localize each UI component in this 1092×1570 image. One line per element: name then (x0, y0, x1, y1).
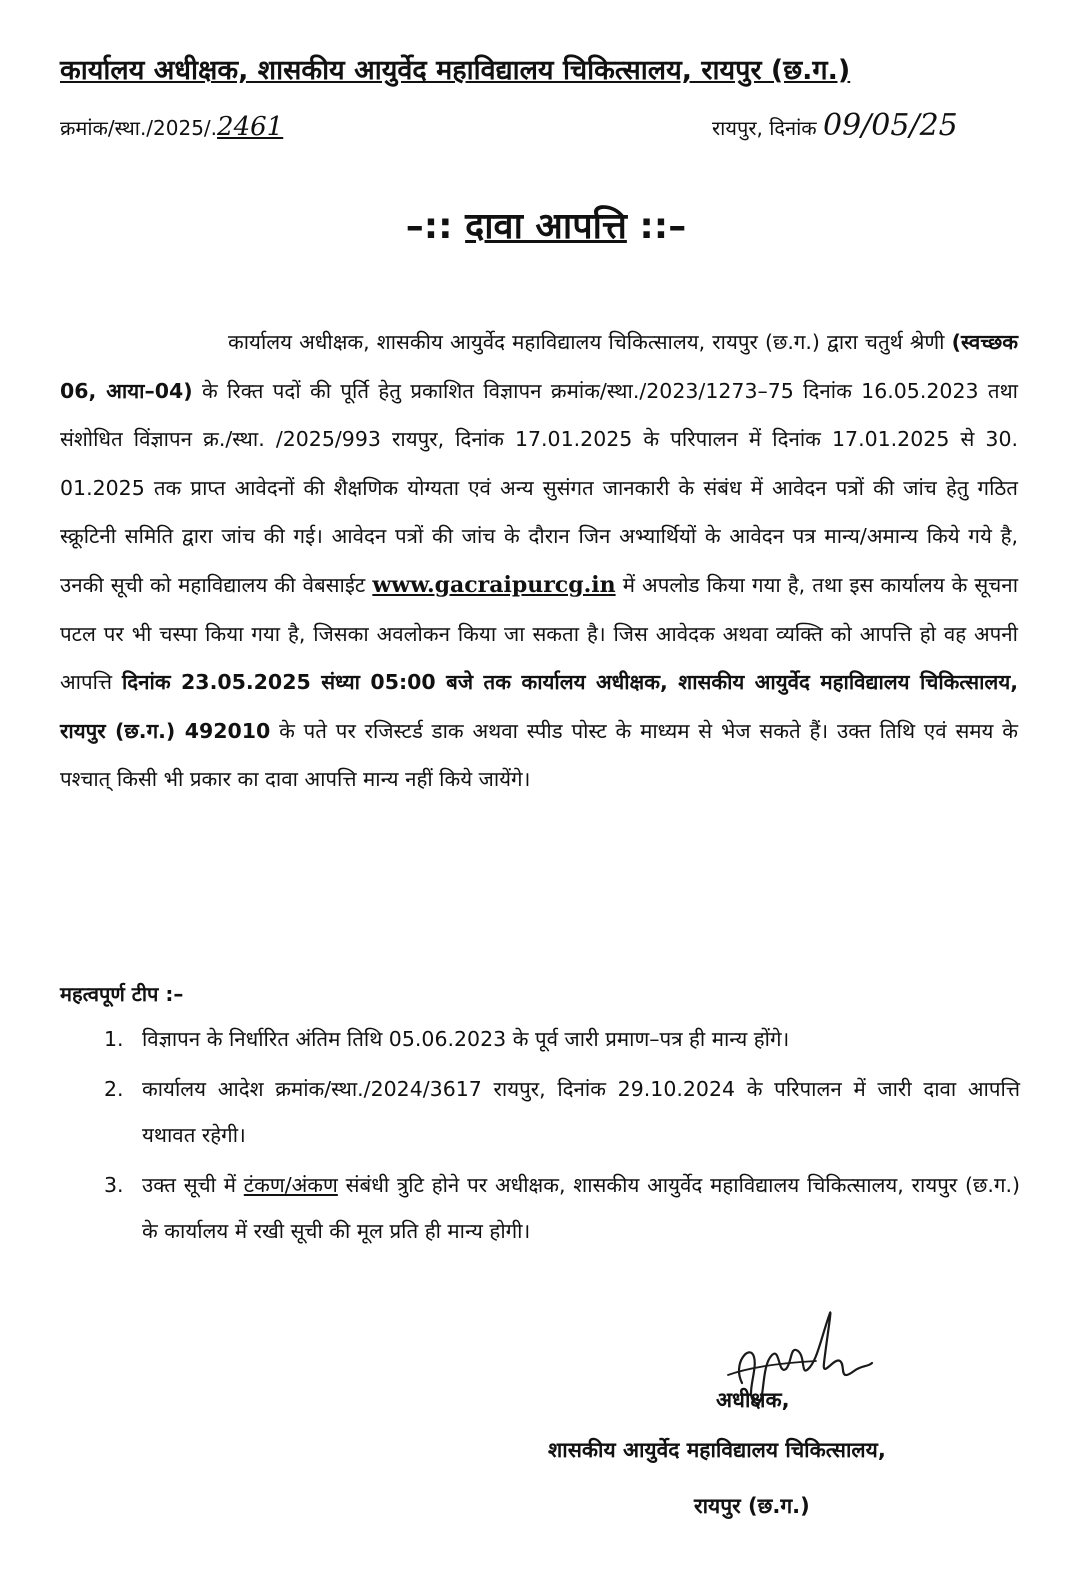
tip-item (104, 1066, 1020, 1158)
date-handwritten: 09/05/25 (823, 108, 958, 143)
signatory-city: रायपुर (छ.ग.) (694, 1494, 810, 1518)
tips-list (104, 1016, 1020, 1258)
notice-body (60, 318, 1018, 804)
notice-title (0, 200, 1092, 249)
notice-title-left: –:: (405, 206, 466, 247)
tip-number: 3. (104, 1173, 124, 1197)
signatory-institution: शासकीय आयुर्वेद महाविद्यालय चिकित्सालय, (548, 1438, 886, 1462)
body-deadline-bold: दिनांक 23.05.2025 संध्या 05:00 बजे तक कार्यालय अधीक्षक, शासकीय आयुर्वेद महाविद्यालय चिकित्सालय, रायपुर (छ.ग.) 492010 (60, 670, 1019, 743)
reference-handwritten-number: 2461 (217, 112, 284, 142)
website-link[interactable]: www.gacraipurcg.in (372, 571, 616, 598)
body-part-3: में अपलोड किया गया है, तथा इस कार्यालय के सूचना पटल पर भी चस्पा किया गया है, जिसका अवलोकन किया जा सकता है। जिस आवेदक अथवा व्यक्ति को आपत्ति हो वह अपनी आपत्ति (60, 572, 1018, 695)
tip-text (142, 1162, 1020, 1254)
tip-text: कार्यालय आदेश क्रमांक/स्था./2024/3617 रायपुर, दिनांक 29.10.2024 के परिपालन में जारी दावा आपत्ति यथावत रहेगी। (142, 1077, 1020, 1147)
tip-text-underlined: टंकण/अंकण (243, 1173, 338, 1197)
body-part-4: के पते पर रजिस्टर्ड डाक अथवा स्पीड पोस्ट के माध्यम से भेज सकते हैं। उक्त तिथि एवं समय के पश्चात् किसी भी प्रकार का दावा आपत्ति मान्य नहीं किये जायेंगे। (60, 718, 1019, 792)
office-header-title: कार्यालय अधीक्षक, शासकीय आयुर्वेद महाविद्यालय चिकित्सालय, रायपुर (छ.ग.) (60, 55, 851, 86)
body-part-1: कार्यालय अधीक्षक, शासकीय आयुर्वेद महाविद्यालय चिकित्सालय, रायपुर (छ.ग.) द्वारा चतुर्थ श्रेणी (228, 330, 952, 354)
tip-item (104, 1016, 1020, 1062)
body-vacancy-bold: (स्वच्छक 06, आया–04) (60, 330, 1018, 403)
tip-text-after: संबंधी त्रुटि होने पर अधीक्षक, शासकीय आयुर्वेद महाविद्यालय चिकित्सालय, रायपुर (छ.ग.) के कार्यालय में रखी सूची की मूल प्रति ही मान्य होगी। (142, 1173, 1020, 1243)
reference-number (60, 112, 283, 142)
tips-heading: महत्वपूर्ण टीप :– (60, 982, 184, 1006)
tip-number: 2. (104, 1077, 124, 1101)
tip-item (104, 1162, 1020, 1254)
reference-prefix: क्रमांक/स्था./2025/. (60, 116, 218, 140)
tip-number: 1. (104, 1027, 124, 1051)
body-part-2: के रिक्त पदों की पूर्ति हेतु प्रकाशित विज्ञापन क्रमांक/स्था./2023/1273–75 दिनांक 16.05.2023 तथा संशोधित विंज्ञापन क्र./स्था. /2025/993 रायपुर, दिनांक 17.01.2025 के परिपालन में दिनांक 17.01.2025 से 30. 01.2025 तक प्राप्त आवेदनों की शैक्षणिक योग्यता एवं अन्य सुसंगत जानकारी के संबंध में आवेदन पत्रों की जांच हेतु गठित स्क्रूटिनी समिति द्वारा जांच की गई। आवेदन पत्रों की जांच के दौरान जिन अभ्यार्थियों के आवेदन पत्र मान्य/अमान्य किये गये है, उनकी सूची को महाविद्यालय की वेबसाईट (60, 378, 1018, 597)
notice-title-main: दावा आपत्ति (465, 206, 627, 247)
signatory-designation: अधीक्षक, (716, 1388, 790, 1412)
issue-date (712, 108, 958, 143)
tip-text: विज्ञापन के निर्धारित अंतिम तिथि 05.06.2023 के पूर्व जारी प्रमाण–पत्र ही मान्य होंगे। (142, 1027, 790, 1051)
notice-title-right: ::– (626, 206, 687, 247)
date-prefix: रायपुर, दिनांक (712, 116, 824, 140)
tip-text-before: उक्त सूची में (142, 1173, 244, 1197)
